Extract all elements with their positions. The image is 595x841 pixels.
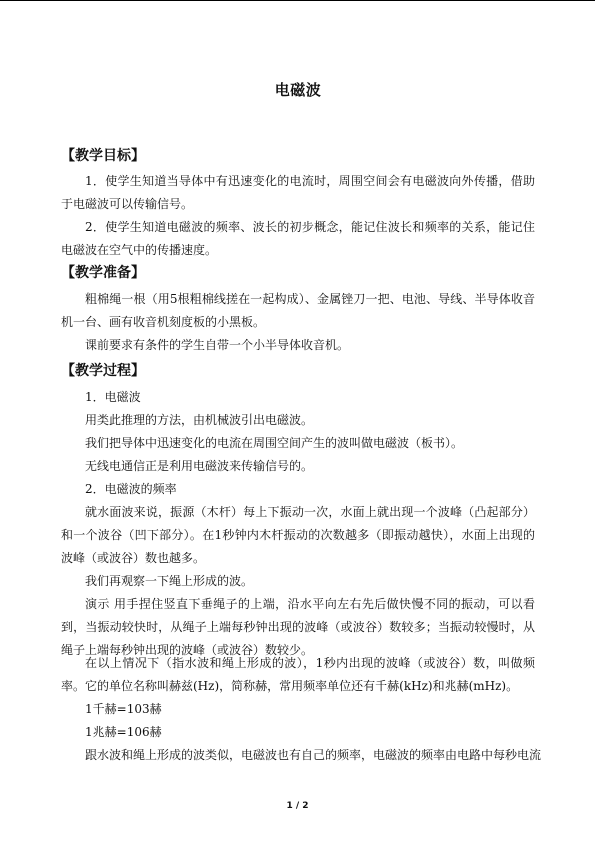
prep-paragraph-2: 课前要求有条件的学生自带一个小半导体收音机。	[85, 338, 350, 352]
process-paragraph-8: 演示 用手捏住竖直下垂绳子的上端，沿水平向左右先后做快慢不同的振动，可以看到，当振动较快时，从绳子上端每秒钟出现的波峰（或波谷）数较多；当振动较慢时，从绳子上端每秒钟出现的波峰（或波谷）数较少。	[61, 597, 535, 657]
heading-goals: 【教学目标】	[61, 148, 145, 164]
process-line-7: 我们再观察一下绳上形成的波。	[85, 574, 254, 588]
process-line-2: 用类此推理的方法，由机械波引出电磁波。	[85, 413, 314, 427]
process-paragraph-6: 就水面波来说，振源（木杆）每上下振动一次，水面上就出现一个波峰（凸起部分）和一个波谷（凹下部分）。在1秒钟内木杆振动的次数越多（即振动越快），水面上出现的波峰（或波谷）数也越多。	[61, 505, 535, 565]
heading-process: 【教学过程】	[61, 363, 145, 379]
process-line-10: 1千赫=103赫	[85, 702, 162, 716]
process-line-11: 1兆赫=106赫	[85, 725, 162, 739]
process-line-12: 跟水波和绳上形成的波类似，电磁波也有自己的频率，电磁波的频率由电路中每秒电流	[85, 748, 542, 762]
process-line-1: 1．电磁波	[85, 390, 141, 404]
process-line-4: 无线电通信正是利用电磁波来传输信号的。	[85, 459, 314, 473]
page-number: 1 / 2	[286, 801, 309, 811]
process-paragraph-9: 在以上情况下（指水波和绳上形成的波），1秒内出现的波峰（或波谷）数，叫做频率。它的单位名称叫赫兹(Hz)，简称赫，常用频率单位还有千赫(kHz)和兆赫(mHz)。	[61, 656, 535, 693]
process-line-5: 2．电磁波的频率	[85, 482, 177, 496]
goals-paragraph-1: 1．使学生知道当导体中有迅速变化的电流时，周围空间会有电磁波向外传播，借助于电磁波可以传输信号。	[61, 174, 535, 211]
heading-prep: 【教学准备】	[61, 265, 145, 281]
header-rule	[0, 0, 595, 1]
goals-paragraph-2: 2．使学生知道电磁波的频率、波长的初步概念，能记住波长和频率的关系，能记住电磁波在空气中的传播速度。	[61, 220, 535, 257]
prep-paragraph-1: 粗棉绳一根（用5根粗棉线搓在一起构成）、金属锉刀一把、电池、导线、半导体收音机一台、画有收音机刻度板的小黑板。	[61, 292, 535, 329]
process-line-3: 我们把导体中迅速变化的电流在周围空间产生的波叫做电磁波（板书）。	[85, 436, 464, 450]
page-title: 电磁波	[274, 81, 322, 99]
